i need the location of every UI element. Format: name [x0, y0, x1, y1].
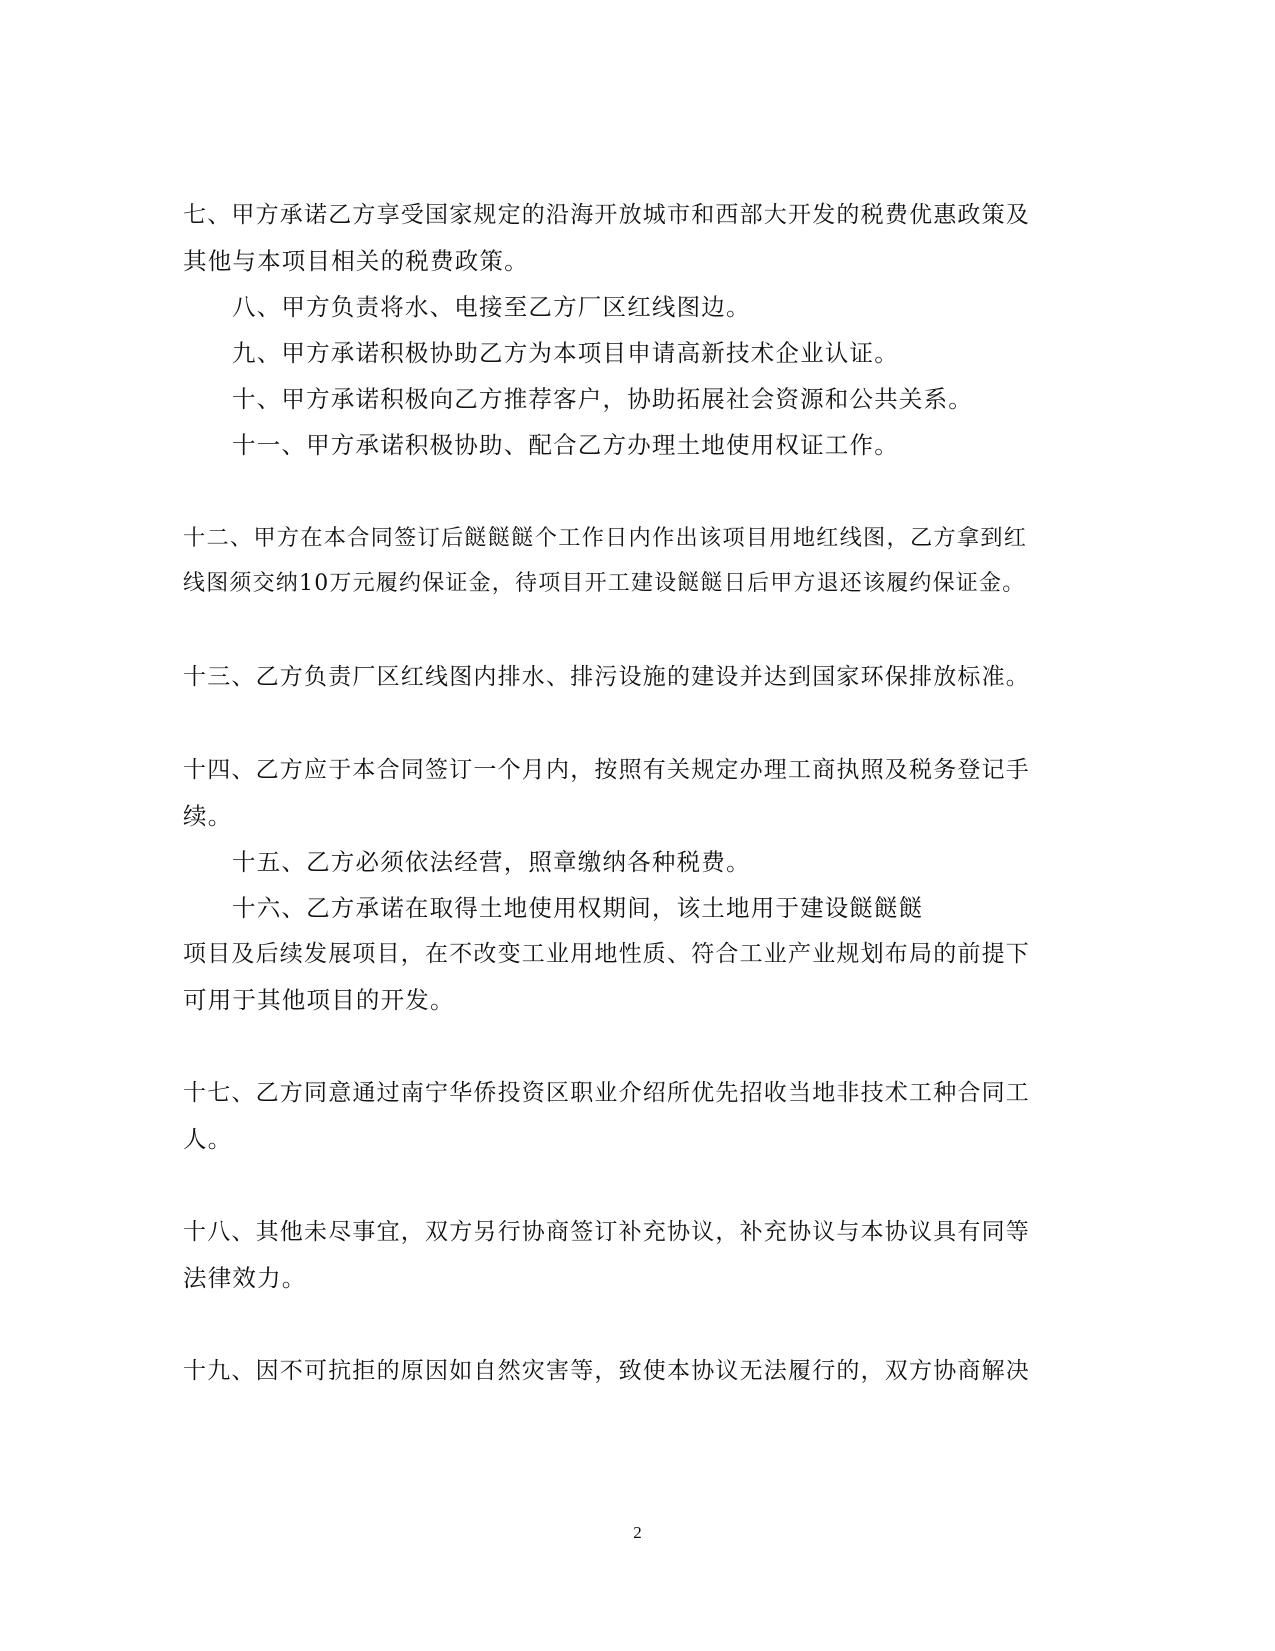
clause-12-line-1: 十二、甲方在本合同签订后餸餸餸个工作日内作出该项目用地红线图，乙方拿到红: [183, 525, 1028, 551]
clause-8: 八、甲方负责将水、电接至乙方厂区红线图边。: [232, 293, 751, 321]
clause-15: 十五、乙方必须依法经营，照章缴纳各种税费。: [232, 848, 751, 876]
clause-18-line-2: 法律效力。: [183, 1264, 307, 1292]
page-number: 2: [633, 1523, 642, 1542]
clause-16-line-1: 十六、乙方承诺在取得土地使用权期间，该土地用于建设餸餸餸: [232, 894, 924, 922]
clause-18-line-1: 十八、其他未尽事宜，双方另行协商签订补充协议，补充协议与本协议具有同等: [183, 1219, 1030, 1245]
clause-19-line-1: 十九、因不可抗拒的原因如自然灾害等，致使本协议无法履行的，双方协商解决: [183, 1358, 1030, 1384]
clause-17-line-2: 人。: [183, 1125, 233, 1153]
clause-16-line-3: 可用于其他项目的开发。: [183, 986, 455, 1014]
clause-14-line-2: 续。: [183, 802, 233, 830]
clause-9: 九、甲方承诺积极协助乙方为本项目申请高新技术企业认证。: [232, 339, 899, 367]
clause-11: 十一、甲方承诺积极协助、配合乙方办理土地使用权证工作。: [232, 431, 899, 459]
clause-14-line-1: 十四、乙方应于本合同签订一个月内，按照有关规定办理工商执照及税务登记手: [183, 757, 1030, 783]
clause-12-line-2: 线图须交纳10万元履约保证金，待项目开工建设餸餸日后甲方退还该履约保证金。: [183, 571, 1026, 596]
clause-10: 十、甲方承诺积极向乙方推荐客户，协助拓展社会资源和公共关系。: [232, 385, 973, 413]
clause-17-line-1: 十七、乙方同意通过南宁华侨投资区职业介绍所优先招收当地非技术工种合同工: [183, 1080, 1030, 1106]
clause-7-line-2: 其他与本项目相关的税费政策。: [183, 247, 529, 275]
clause-13: 十三、乙方负责厂区红线图内排水、排污设施的建设并达到国家环保排放标准。: [183, 664, 1030, 690]
clause-7-line-1: 七、甲方承诺乙方享受国家规定的沿海开放城市和西部大开发的税费优惠政策及: [183, 202, 1030, 228]
clause-16-line-2: 项目及后续发展项目，在不改变工业用地性质、符合工业产业规划布局的前提下: [183, 941, 1030, 967]
